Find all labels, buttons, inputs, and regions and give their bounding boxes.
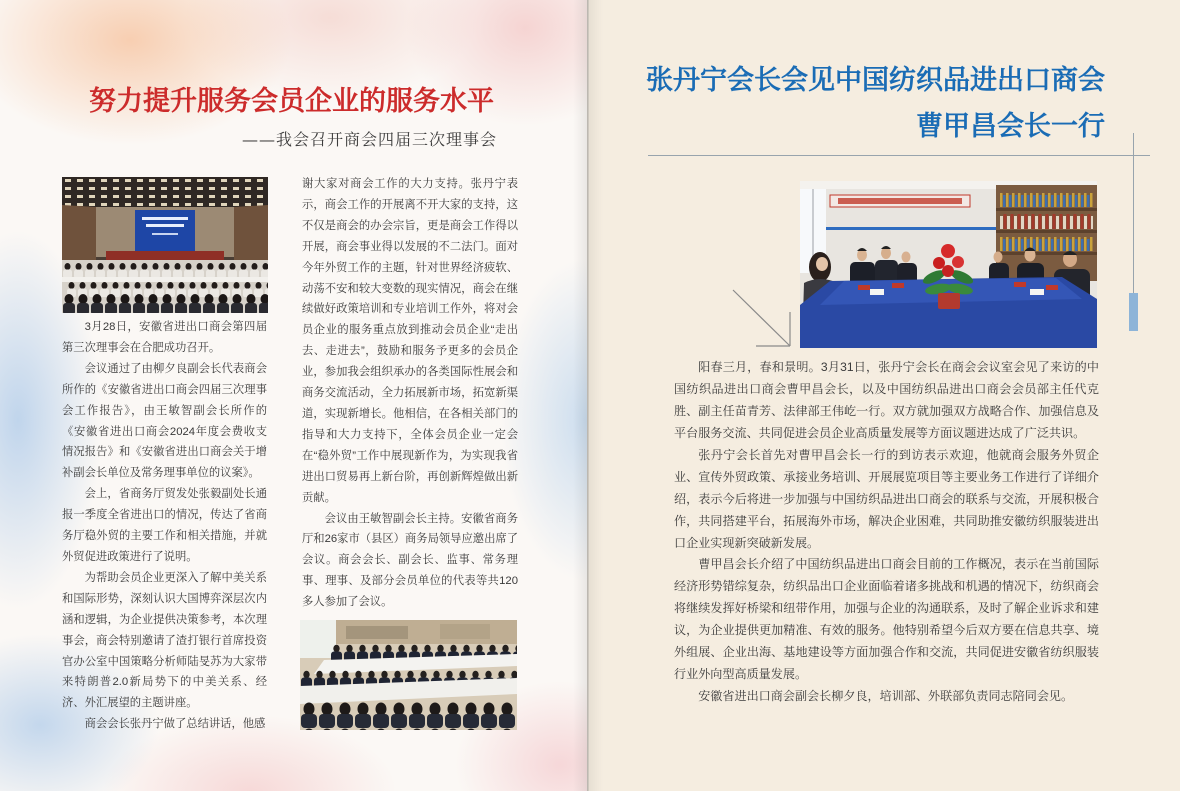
council-meeting-photo bbox=[62, 177, 268, 313]
left-page bbox=[0, 0, 587, 791]
paragraph: 商会会长张丹宁做了总结讲话，他感 bbox=[84, 718, 266, 731]
paragraph: 张丹宁会长首先对曹甲昌会长一行的到访表示欢迎，他就商会服务外贸企业、宣传外贸政策、承接业务培训、开展展览项目等主要业务工作进行了详细介绍，表示今后将进一步加强与中国纺织品进出口商会的联系与交流，开展积极合作，共同搭建平台，拓展海外市场，解决企业困难，共同助推安徽纺织服装进出口企业实现新突破新发展。 bbox=[674, 447, 1099, 550]
paragraph: 3月28日，安徽省进出口商会第四届第三次理事会在合肥成功召开。 bbox=[62, 321, 267, 354]
paragraph: 谢大家对商会工作的大力支持。张丹宁表示，商会工作的开展离不开大家的支持，这不仅是商会的办会宗旨，更是商会工作得以开展，商会事业得以发展的不二法门。面对今年外贸工作的主题，针对世界经济疲软、动荡不安和较大变数的现实情况，商会在继续做好政策培训和专业培训工作外，将对会员企业的服务重点放到推动会员企业“走出去、走进去”，鼓励和服务予更多的会员企业，参加我会组织承办的各类国际性展会和商务交流活动，全力拓展新市场，拓宽新渠道，实现新增长。他相信，在各相关部门的指导和大力支持下，全体会员企业一定会在“稳外贸”工作中展现新作为，为实现我省进出口贸易再上新台阶，再创新辉煌做出新贡献。 bbox=[302, 178, 518, 504]
paragraph: 会议由王敏智副会长主持。安徽省商务厅和26家市（县区）商务局领导应邀出席了会议。商会会长、副会长、监事、常务理事、理事、及部分会员单位的代表等共120多人参加了会议。 bbox=[302, 512, 518, 609]
meeting-audience-photo bbox=[300, 620, 517, 730]
article-column-2 bbox=[302, 174, 518, 613]
paragraph: 会上，省商务厅贸发处张毅副处长通报一季度全省进出口的情况，传达了省商务厅稳外贸的主要工作和相关措施，并就外贸促进政策进行了说明。 bbox=[62, 488, 267, 563]
paragraph: 会议通过了由柳夕良副会长代表商会所作的《安徽省进出口商会四届三次理事会工作报告》，由王敏智副会长所作的《安徽省进出口商会2024年度会费收支情况报告》和《安徽省进出口商会关于增补副会长单位及常务理事单位的议案》。 bbox=[62, 362, 267, 480]
paragraph: 为帮助会员企业更深入了解中美关系和国际形势，深刻认识大国博弈深层次内涵和逻辑，为企业提供决策参考，本次理事会，商会特别邀请了渣打银行首席投资官办公室中国策略分析师陆旻苏为大家带来特朗普2.0新局势下的中美关系、经济、外汇展望的主题讲座。 bbox=[62, 571, 267, 710]
paragraph: 阳春三月，春和景明。3月31日，张丹宁会长在商会会议室会见了来访的中国纺织品进出口商会曹甲昌会长，以及中国纺织品进出口商会会员部主任代克胜、副主任苗青芳、法律部王伟屹一行。双方就加强双方战略合作、加强信息及平台服务交流、共同促进会员企业高质量发展等方面议题进达成了广泛共识。 bbox=[674, 360, 1099, 440]
article-body bbox=[674, 357, 1099, 708]
article-column-1 bbox=[62, 317, 267, 735]
presentation-screen bbox=[135, 210, 195, 252]
delegation-meeting-photo bbox=[800, 181, 1097, 348]
paragraph: 曹甲昌会长介绍了中国纺织品进出口商会目前的工作概况，表示在当前国际经济形势错综复杂，纺织品出口企业面临着诸多挑战和机遇的情况下，纺织商会将继续发挥好桥梁和纽带作用，加强与企业的沟通联系，及时了解企业诉求和建议，为企业提供更加精准、有效的服务。他特别希望今后双方要在信息共享、境外组展、企业出海、基地建设等方面加强合作和交流，共同促进安徽省纺织服装行业外向型高质量发展。 bbox=[674, 557, 1099, 682]
article-title-line-2: 曹甲昌会长一行 bbox=[916, 111, 1105, 141]
article-title-line-1: 张丹宁会长会见中国纺织品进出口商会 bbox=[646, 65, 1105, 95]
right-page bbox=[589, 0, 1180, 791]
paragraph: 安徽省进出口商会副会长柳夕良，培训部、外联部负责同志陪同会见。 bbox=[698, 689, 1074, 704]
article-title: 努力提升服务会员企业的服务水平 bbox=[89, 86, 494, 116]
arrow-decoration-icon bbox=[725, 284, 795, 350]
accent-bar bbox=[1129, 293, 1138, 331]
title-divider-line bbox=[648, 155, 1150, 156]
article-subtitle: ——我会召开商会四届三次理事会 bbox=[241, 130, 497, 149]
